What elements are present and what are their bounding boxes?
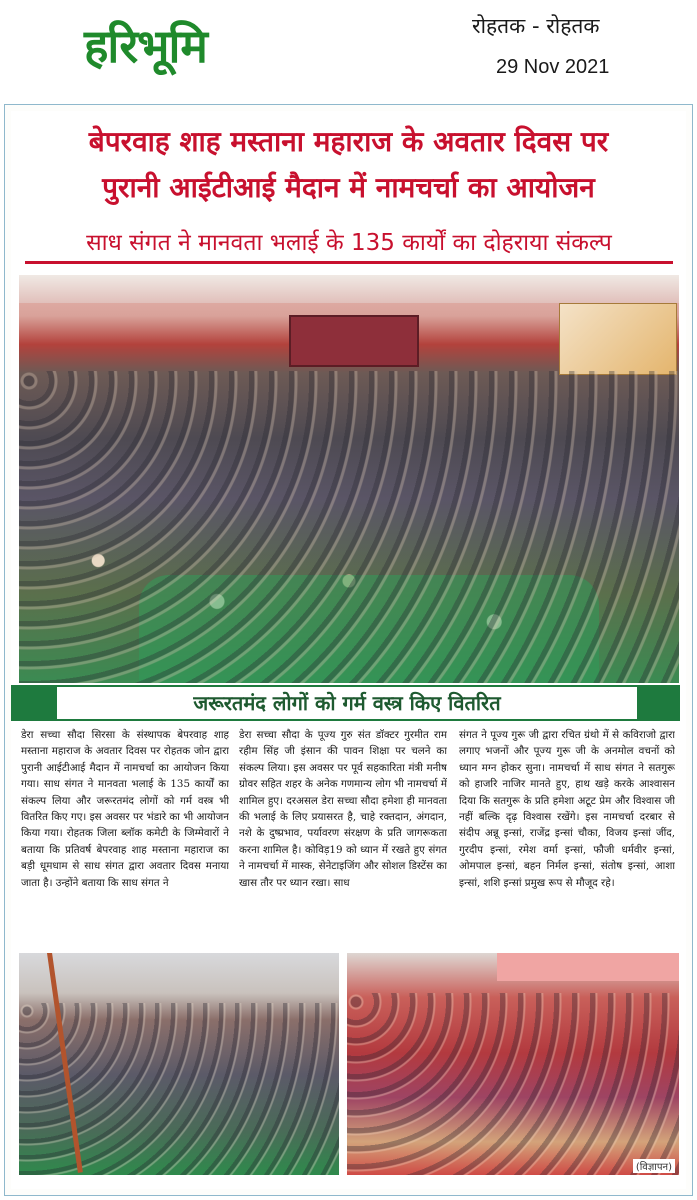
audience-photo: [19, 953, 339, 1175]
tent-roof: [497, 953, 679, 981]
news-clipping: [4, 104, 693, 1196]
subheadline: साध संगत ने मानवता भलाई के 135 कार्यों का दोहराया संकल्प: [25, 227, 673, 264]
masthead: [0, 0, 697, 100]
women-gathering: [347, 993, 679, 1175]
section-heading-strip: [11, 685, 680, 721]
article-column-1: डेरा सच्चा सौदा सिरसा के संस्थापक बेपरवाह शाह मस्ताना महाराज के अवतार दिवस पर रोहतक जोन द्वारा पुरानी आईटीआई मैदान में नामचर्चा का आयोजन किया गया। साध संगत ने मानवता भलाई के 135 कार्यों का संकल्प लिया और जरूरतमंद लोगों को गर्म वस्त्र भी वितरित किए गए। इस अवसर पर भंडारे का भी आयोजन किया गया। रोहतक जिला ब्लॉक कमेटी के जिम्मेवारों ने बताया कि प्रतिवर्ष बेपरवाह शाह मस्ताना महाराज का बड़ी धूमधाम से साध संगत द्वारा अवतार दिवस मनाया जाता है। उन्होंने बताया कि साध संगत ने: [21, 729, 229, 889]
seated-crowd: [19, 371, 679, 683]
newspaper-logo: हरिभूमि: [84, 19, 207, 73]
section-heading: जरूरतमंद लोगों को गर्म वस्त्र किए वितरित: [57, 687, 637, 719]
headline-line-2: पुरानी आईटीआई मैदान में नामचर्चा का आयोजन: [102, 171, 595, 204]
article-column-3: संगत ने पूज्य गुरू जी द्वारा रचित ग्रंथो में से कविराजो द्वारा लगाए भजनों और पूज्य गुरू जी के अनमोल वचनों को ध्यान मग्न होकर सुना। नामचर्चा में साध संगत ने सतगुरू को हाजरि नाजिर मानते हुए, हाथ खड़े करके आश्वासन दिया कि सतगुरू के प्रति हमेशा अटूट प्रेम और विश्वास जी नहीं बल्कि दृढ़ विश्वास रखेंगे। इस नामचर्चा दरबार से संदीप अन्नू इन्सां, राजेंद्र इन्सां चौका, विजय इन्सां जींद, गुरदीप इन्सां, रमेश वर्मा इन्सां, फौजी धर्मवीर इन्सां, ओमपाल इन्सां, बहन निर्मल इन्सां, संतोष इन्सां, आशा इन्सां, शशि इन्सां प्रमुख रूप से मौजूद रहे।: [459, 729, 675, 889]
publication-date: 29 Nov 2021: [496, 56, 610, 78]
article-column-2: डेरा सच्चा सौदा के पूज्य गुरु संत डॉक्टर गुरमीत राम रहीम सिंह जी इंसान की पावन शिक्षा पर चलने का संकल्प लिया। इस अवसर पर पूर्व सहकारिता मंत्री मनीष ग्रोवर सहित शहर के अनेक गणमान्य लोग भी नामचर्चा में शामिल हुए। दरअसल डेरा सच्चा सौदा हमेशा ही मानवता की भलाई के लिए प्रयासरत है, चाहे रक्तदान, अंगदान, नशे के दुष्प्रभाव, पर्यावरण संरक्षण के प्रति जागरूकता करना शामिल है। कोविड़19 को ध्यान में रखते हुए संगत ने नामचर्चा में मास्क, सेनेटाइजिंग और सोशल डिस्टेंस का खास तौर पर ध्यान रखा। साध: [239, 729, 447, 889]
advertisement-mark: (विज्ञापन): [633, 1159, 675, 1173]
stage-banner: [559, 303, 677, 375]
clothes-distribution-photo: [347, 953, 679, 1175]
clipping-content: [11, 111, 686, 1189]
tent-canopy: [19, 275, 679, 303]
edition-label: रोहतक - रोहतक: [472, 14, 600, 38]
headline-line-1: बेपरवाह शाह मस्ताना महाराज के अवतार दिवस पर: [88, 125, 609, 158]
event-crowd-photo: [19, 275, 679, 683]
stage: [289, 315, 419, 367]
